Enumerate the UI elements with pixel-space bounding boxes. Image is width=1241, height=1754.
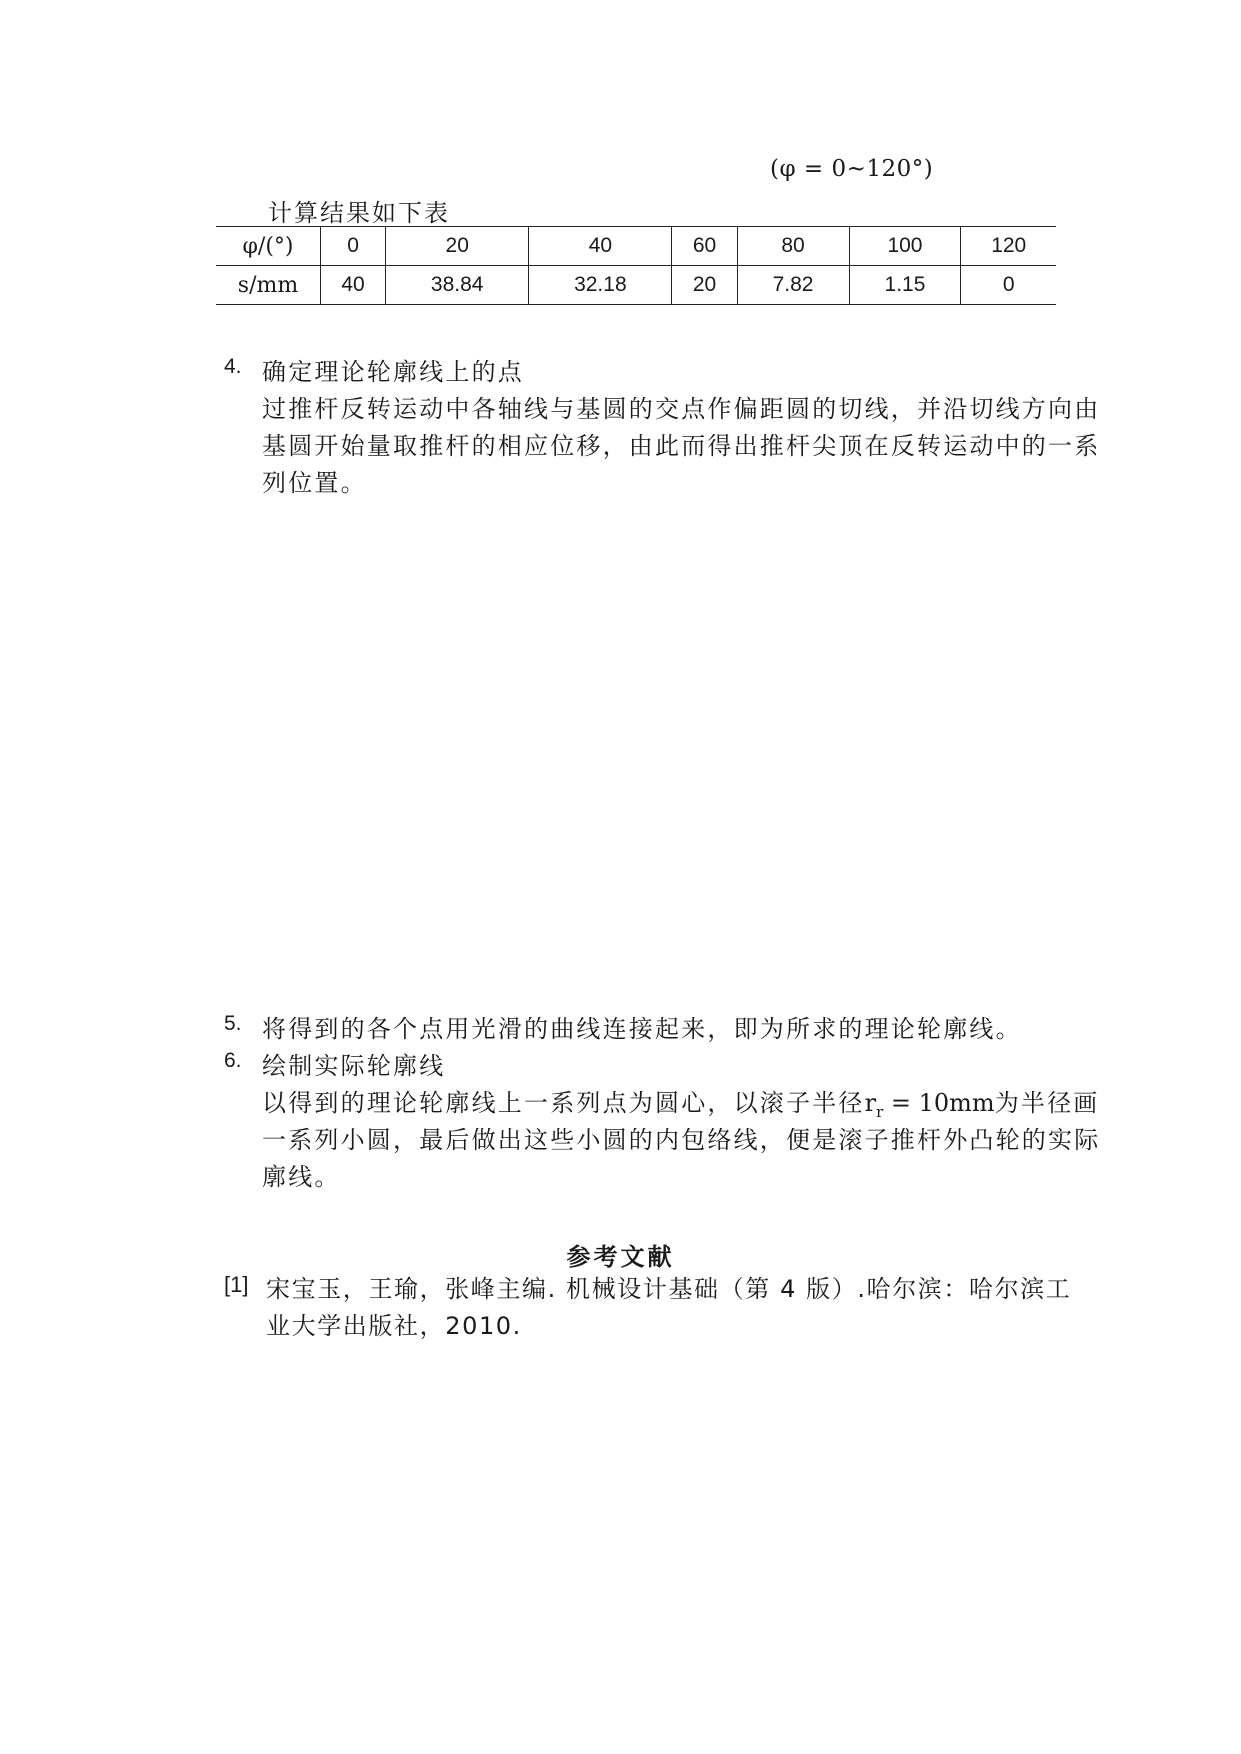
reference-number: [1] <box>224 1272 249 1297</box>
roller-radius-symbol <box>864 1089 995 1121</box>
step-number: 6. <box>224 1049 242 1072</box>
table-cell: 100 <box>849 227 961 266</box>
table-row <box>216 266 1056 305</box>
table-cell: 20 <box>672 266 737 305</box>
table-cell: 38.84 <box>386 266 529 305</box>
step5-text: 将得到的各个点用光滑的曲线连接起来，即为所求的理论轮廓线。 <box>262 1015 1022 1043</box>
step4-text-line: 列位置。 <box>262 469 367 497</box>
table-header-cell: s/mm <box>216 266 321 305</box>
step4-text-line: 基圆开始量取推杆的相应位移，由此而得出推杆尖顶在反转运动中的一系 <box>262 432 1101 460</box>
step6-text-segment: 为半径画 <box>994 1089 1100 1117</box>
table-cell: 7.82 <box>737 266 849 305</box>
step-number: 5. <box>224 1012 242 1035</box>
references-title: 参考文献 <box>566 1243 675 1271</box>
step6-text-line: 廓线。 <box>262 1163 341 1191</box>
roller-radius-value: = 10mm <box>883 1089 995 1117</box>
table-cell: 40 <box>321 266 386 305</box>
table-caption: 计算结果如下表 <box>268 199 450 227</box>
results-table <box>216 226 1056 305</box>
step-number: 4. <box>224 355 242 378</box>
table-cell: 60 <box>672 227 737 266</box>
step4-heading: 确定理论轮廓线上的点 <box>262 358 524 386</box>
reference-text-line: 业大学出版社，2010. <box>266 1312 522 1340</box>
step6-text-line <box>262 1083 1100 1121</box>
table-cell: 32.18 <box>529 266 672 305</box>
table-cell: 20 <box>386 227 529 266</box>
table-cell: 1.15 <box>849 266 961 305</box>
table-header-cell: φ/(°) <box>216 227 321 266</box>
step6-text-segment: 以得到的理论轮廓线上一系列点为圆心，以滚子半径 <box>262 1089 865 1117</box>
symbol-subscript: r <box>876 1102 884 1121</box>
table-row <box>216 227 1056 266</box>
table-cell: 120 <box>961 227 1056 266</box>
angle-range-formula: (φ = 0~120°) <box>770 156 934 182</box>
table-cell: 0 <box>961 266 1056 305</box>
step6-text-line: 一系列小圆，最后做出这些小圆的内包络线，便是滚子推杆外凸轮的实际 <box>262 1126 1101 1154</box>
table-cell: 0 <box>321 227 386 266</box>
reference-text-line: 宋宝玉，王瑜，张峰主编. 机械设计基础（第 4 版）.哈尔滨：哈尔滨工 <box>266 1275 1072 1303</box>
table-cell: 40 <box>529 227 672 266</box>
step4-text-line: 过推杆反转运动中各轴线与基圆的交点作偏距圆的切线，并沿切线方向由 <box>262 395 1101 423</box>
table-cell: 80 <box>737 227 849 266</box>
symbol-base: r <box>864 1089 877 1117</box>
step6-heading: 绘制实际轮廓线 <box>262 1052 446 1080</box>
